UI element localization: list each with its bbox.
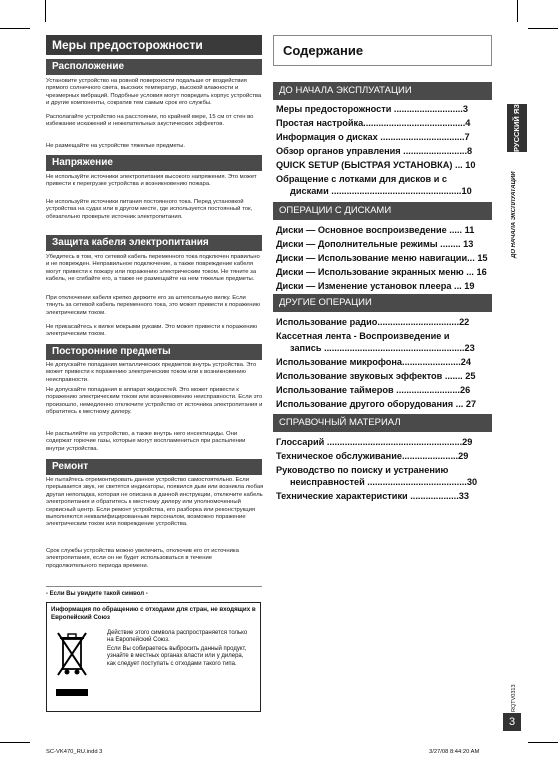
toc-entry: Обзор органов управления .........................8 [276,146,473,156]
disposal-heading: Информация по обращению с отходами для стран, не входящих в Европейский Союз [51,606,256,621]
toc-entry: Использование другого оборудования ... 27 [276,399,477,409]
paragraph: Не размещайте на устройстве тяжелые предметы. [46,143,186,149]
contents-box [273,35,492,66]
toc-entry-cont: неисправностей .......................................30 [290,477,478,487]
contents-title: Содержание [283,43,364,58]
footer-date: 3/27/08 8:44:20 AM [429,749,480,755]
paragraph: Не используйте источники питания постоянного тока. Перед установкой устройства на судах или в другом месте, где используется постоянный ток, обязательно проверьте источник электропитания. [46,199,253,220]
toc-group-heading: СПРАВОЧНЫЙ МАТЕРИАЛ [273,414,492,432]
section-side-label: ДО НАЧАЛА ЭКСПЛУАТАЦИИ [511,171,517,258]
crop-mark [45,0,46,22]
precautions-title: Меры предосторожности [46,35,262,55]
crop-mark [528,742,558,743]
toc-entry: Техническое обслуживание......................29 [276,451,469,461]
bin-underline-bar [56,689,88,696]
toc-entry-cont: дисками ...................................................10 [290,186,472,196]
footer-file: SC-VK470_RU.indd 3 [46,749,103,755]
paragraph: Располагайте устройство на расстоянии, по крайней мере, 15 см от стен во избежание искажений и нежелательных акустических эффектов. [46,114,254,128]
toc-entry: Простая настройка........................................4 [276,118,471,128]
toc-entry: Технические характеристики ...................33 [276,491,469,501]
toc-entry: Глоссарий .....................................................29 [276,437,473,447]
toc-entry-cont: запись .......................................................23 [290,343,475,353]
toc-entry: Меры предосторожности ...........................3 [276,104,468,114]
toc-entry: Обращение с лотками для дисков и с [276,174,447,184]
crop-mark [0,28,30,29]
disposal-text-1: Действие этого символа распространяется только на Европейский Союз. [107,630,248,644]
toc-group-heading: ДРУГИЕ ОПЕРАЦИИ [273,294,492,312]
toc-entry: Использование радио................................22 [276,317,470,327]
toc-entry: QUICK SETUP (БЫСТРАЯ УСТАНОВКА) ... 10 [276,160,476,170]
toc-entry: Диски — Использование меню навигации... 15 [276,253,488,263]
crop-mark [528,28,558,29]
paragraph: Не допускайте попадания в аппарат жидкостей. Это может привести к поражению электрическим током или возникновению неисправности. Если это произошло, немедленно отключите устройство от источника электропитания и обратитесь к местному дилеру. [46,387,263,416]
toc-group-heading: ОПЕРАЦИИ С ДИСКАМИ [273,202,492,220]
toc-entry: Руководство по поиску и устранению [276,465,449,475]
section-heading: Посторонние предметы [46,344,262,360]
disposal-text-2: Если Вы собираетесь выбросить данный продукт, узнайте в местных органах власти или у дилера, как следует поступать с отходами такого типа. [107,646,247,667]
toc-entry: Диски — Изменение установок плеера ... 19 [276,281,475,291]
paragraph: Установите устройство на ровной поверхности подальше от воздействия прямого солнечного света, высоких температур, высокой влажности и чрезмерных вибраций. Подобные условия могут повредить корпус устройства и другие компоненты, сократив тем самым срок его службы. [46,78,262,107]
toc-entry: Диски — Основное воспроизведение ..... 11 [276,225,475,235]
divider [46,586,262,587]
paragraph: Не допускайте попадания металлических предметов внутрь устройства. Это может привести к поражению электрическим током или к возникновению неисправности. [46,362,257,383]
toc-entry: Диски — Дополнительные режимы ........ 13 [276,239,474,249]
paragraph: Не пытайтесь отремонтировать данное устройство самостоятельно. Если прерывается звук, не светятся индикаторы, появился дым или возникла любая другая неполадка, которая не описана в данной инструкции, отключите кабель электропитания и обратитесь к местному дилеру или уполномоченный сервисный центр. Если ремонт устройства, его разборка или реконструкция выполняются неквалифицированным персоналом, возможно поражение электрическим током или повреждение устройства. [46,477,264,528]
paragraph: При отключении кабеля крепко держите его за штепсельную вилку. Если тянуть за сетевой кабель переменного тока, это может привести к поражению электрическим током. [46,295,261,316]
crossed-bin-icon [55,629,89,689]
section-heading: Напряжение [46,155,262,171]
toc-group-heading: ДО НАЧАЛА ЭКСПЛУАТАЦИИ [273,82,492,100]
toc-entry: Кассетная лента - Воспроизведение и [276,331,450,341]
symbol-note: - Если Вы увидите такой символ - [46,591,148,597]
paragraph: Не прикасайтесь к вилке мокрыми руками. Это может привести к поражению электрическим током. [46,324,258,338]
paragraph: Не распыляйте на устройство, а также внутрь него инсектициды. Они содержат горючие газы, которые могут воспламениться при распылении внутри устройства. [46,431,246,452]
section-heading: Защита кабеля электропитания [46,235,262,251]
document-code: RQTV0313 [511,684,517,712]
section-heading: Ремонт [46,459,262,475]
paragraph: Срок службы устройства можно увеличить, отключив его от источника электропитания, если он не будет использоваться в течение продолжительного периода времени. [46,548,239,569]
paragraph: Не используйте источники электропитания высокого напряжения. Это может привести к перегрузке устройства и возникновению пожара. [46,174,257,188]
toc-entry: Использование таймеров .........................26 [276,385,471,395]
toc-entry: Информация о дисках .................................7 [276,132,470,142]
paragraph: Убедитесь в том, что сетевой кабель переменного тока подключен правильно и не поврежден. Неправильное подключение, а также повреждение кабеля могут привести к пожару или поражению электрическим током. Не тяните за кабель, не сгибайте его, а также не размещайте на нем тяжелые предметы. [46,254,260,283]
crop-mark [517,0,518,22]
language-tab-label: РУССКИЙ ЯЗЫК [512,92,521,152]
crop-mark [0,742,30,743]
toc-entry: Использование звуковых эффектов ....... 25 [276,371,476,381]
section-heading: Расположение [46,59,262,75]
toc-entry: Использование микрофона.......................24 [276,357,471,367]
toc-entry: Диски — Использование экранных меню ... 16 [276,267,487,277]
page-number-tab: 3 [503,713,521,731]
disposal-box [46,602,261,712]
